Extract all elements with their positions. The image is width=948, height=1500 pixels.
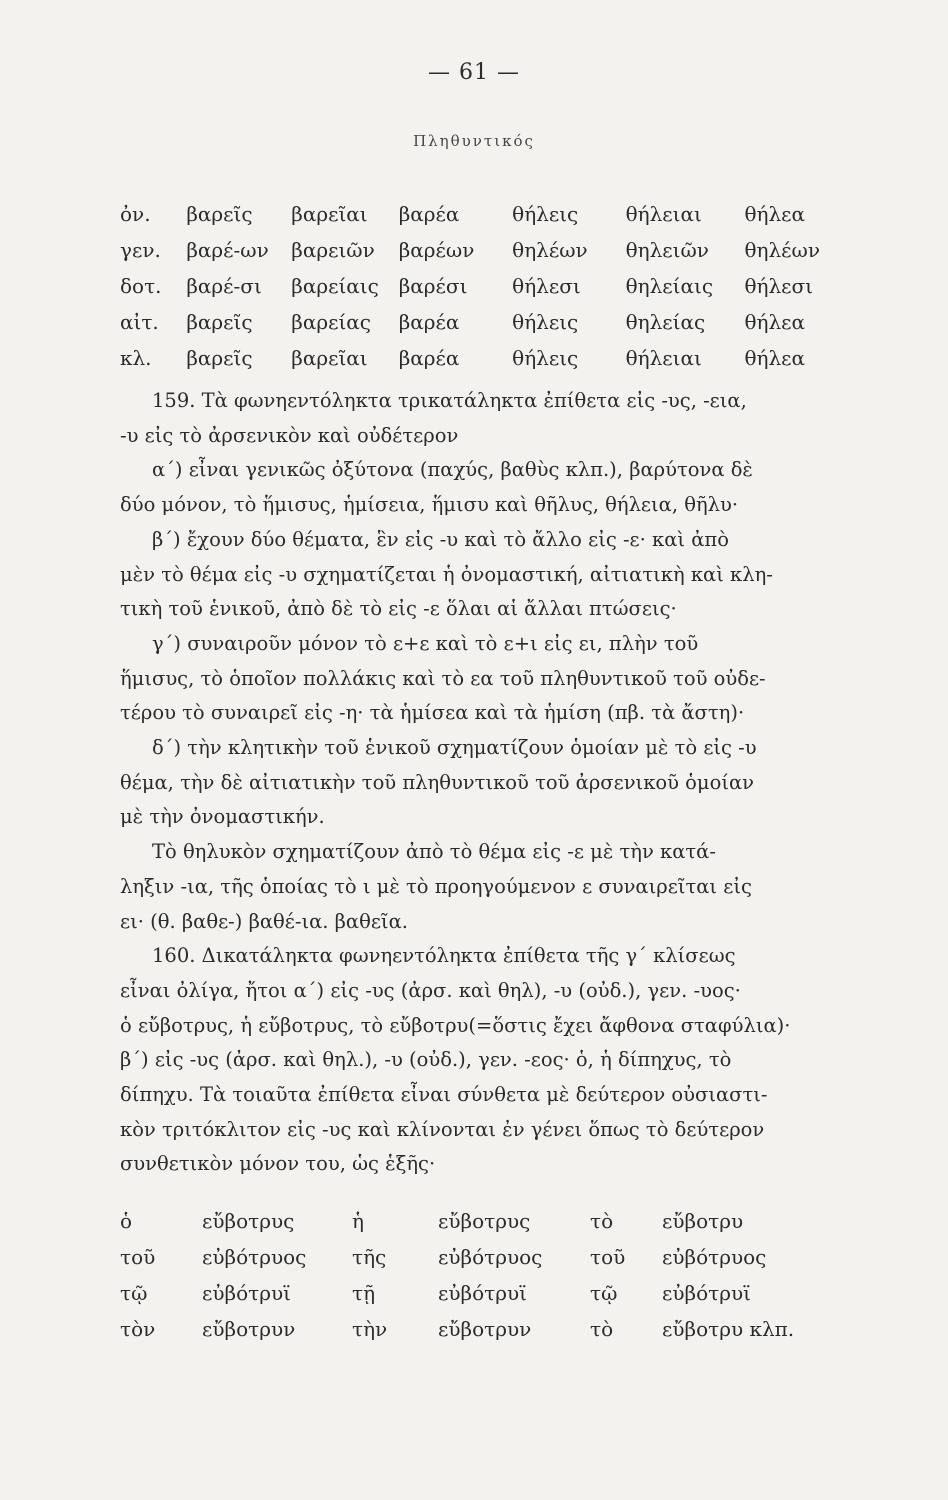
declension-form: βαρέων (398, 238, 475, 262)
case-label: ὀν. (120, 202, 151, 226)
declension-form: θήλεις (512, 310, 579, 334)
article: τοῦ (120, 1245, 156, 1269)
text-line: α΄) εἶναι γενικῶς ὀξύτονα (παχύς, βαθὺς κλπ.), βαρύτονα δὲ (152, 458, 753, 482)
declension-form: εὐβότρυϊ (438, 1281, 527, 1305)
declension-form: βαρεῖαι (291, 346, 368, 370)
declension-form: εὔβοτρυς (202, 1209, 295, 1233)
declension-row (120, 304, 820, 340)
text-line: τέρου τὸ συναιρεῖ εἰς -η· τὰ ἡμίσεα καὶ τὰ ἡμίση (πβ. τὰ ἄστη)· (120, 701, 745, 725)
declension-row (120, 1311, 820, 1347)
text-line: δίπηχυ. Τὰ τοιαῦτα ἐπίθετα εἶναι σύνθετα μὲ δεύτερον οὐσιαστι- (120, 1083, 768, 1107)
declension-form: βαρέα (398, 202, 460, 226)
plural-declension-table (120, 196, 820, 376)
case-label: δοτ. (120, 274, 162, 298)
declension-form: θήλειαι (625, 202, 702, 226)
text-line: 159. Τὰ φωνηεντόληκτα τρικατάληκτα ἐπίθετα εἰς -υς, -εια, (152, 389, 747, 412)
article: τοῦ (590, 1245, 626, 1269)
article: τῷ (590, 1281, 618, 1305)
case-label: αἰτ. (120, 310, 159, 334)
singular-declension-table (120, 1203, 820, 1347)
declension-form: βαρειῶν (291, 238, 375, 262)
declension-form: εὐβότρυϊ (662, 1281, 751, 1305)
declension-form: εὔβοτρυν (202, 1317, 296, 1341)
text-line: Τὸ θηλυκὸν σχηματίζουν ἀπὸ τὸ θέμα εἰς -ε μὲ τὴν κατά- (152, 840, 716, 864)
declension-form: βαρεῖς (186, 202, 253, 226)
case-label: γεν. (120, 238, 161, 262)
text-line: ἥμισυς, τὸ ὁποῖον πολλάκις καὶ τὸ εα τοῦ πληθυντικοῦ τοῦ οὐδε- (120, 666, 766, 690)
section-heading: Πληθυντικός (413, 132, 535, 150)
declension-row (120, 268, 820, 304)
article: τῷ (120, 1281, 148, 1305)
text-line: θέμα, τὴν δὲ αἰτιατικὴν τοῦ πληθυντικοῦ τοῦ ἀρσενικοῦ ὁμοίαν (120, 770, 755, 794)
declension-form: εὔβοτρυ κλπ. (662, 1317, 795, 1341)
declension-form: βαρείας (291, 310, 371, 334)
declension-form: θηλειῶν (625, 238, 709, 262)
declension-form: θήλεα (744, 310, 806, 334)
declension-form: θήλειαι (625, 346, 702, 370)
declension-form: θήλεις (512, 346, 579, 370)
declension-form: θήλεα (744, 202, 806, 226)
declension-form: εὔβοτρυς (438, 1209, 531, 1233)
text-line: 160. Δικατάληκτα φωνηεντόληκτα ἐπίθετα τῆς γ΄ κλίσεως (152, 944, 736, 968)
declension-form: βαρείαις (291, 274, 379, 298)
declension-form: βαρέ-σι (186, 274, 262, 298)
declension-form: εὐβότρυϊ (202, 1281, 291, 1305)
article: τὸ (590, 1209, 614, 1233)
declension-form: βαρεῖαι (291, 202, 368, 226)
text-line: β΄) εἰς -υς (ἀρσ. καὶ θηλ.), -υ (οὐδ.), γεν. -εος· ὁ, ἡ δίπηχυς, τὸ (120, 1048, 732, 1072)
article: τῆς (352, 1245, 387, 1269)
declension-form: θήλεσι (512, 274, 581, 298)
text-line: συνθετικὸν μόνον του, ὡς ἑξῆς· (120, 1152, 436, 1176)
declension-form: βαρέ-ων (186, 238, 269, 262)
declension-form: εὐβότρυος (202, 1245, 307, 1269)
declension-row (120, 196, 820, 232)
declension-form: θήλεα (744, 346, 806, 370)
page-number: — 61 — (428, 60, 520, 85)
case-label: κλ. (120, 346, 152, 370)
declension-row (120, 1239, 820, 1275)
text-line: μὲν τὸ θέμα εἰς -υ σχηματίζεται ἡ ὀνομαστική, αἰτιατικὴ καὶ κλη- (120, 562, 773, 586)
text-line: β΄) ἔχουν δύο θέματα, ἓν εἰς -υ καὶ τὸ ἄλλο εἰς -ε· καὶ ἀπὸ (152, 527, 729, 551)
declension-form: θήλεις (512, 202, 579, 226)
text-line: ει· (θ. βαθε-) βαθέ-ια. βαθεῖα. (120, 909, 408, 933)
body-text (120, 384, 820, 1182)
declension-form: θηλείας (625, 310, 706, 334)
article: τῇ (352, 1281, 376, 1305)
declension-form: εὔβοτρυν (438, 1317, 532, 1341)
article: ἡ (352, 1209, 364, 1233)
text-line: -υ εἰς τὸ ἀρσενικὸν καὶ οὐδέτερον (120, 423, 459, 447)
declension-form: θηλείαις (625, 274, 714, 298)
declension-form: βαρεῖς (186, 310, 253, 334)
declension-form: θηλέων (512, 238, 588, 262)
text-line: δύο μόνον, τὸ ἥμισυς, ἡμίσεια, ἥμισυ καὶ θῆλυς, θήλεια, θῆλυ· (120, 493, 739, 517)
text-line: μὲ τὴν ὀνομαστικήν. (120, 805, 325, 829)
article: τὸ (590, 1317, 614, 1341)
text-line: κὸν τριτόκλιτον εἰς -υς καὶ κλίνονται ἐν γένει ὅπως τὸ δεύτερον (120, 1117, 765, 1141)
declension-form: θήλεσι (744, 274, 814, 298)
text-line: γ΄) συναιροῦν μόνον τὸ ε+ε καὶ τὸ ε+ι εἰς ει, πλὴν τοῦ (152, 631, 699, 655)
declension-row (120, 1275, 820, 1311)
article: ὁ (120, 1209, 133, 1233)
declension-form: εὔβοτρυ (662, 1209, 744, 1233)
text-line: δ΄) τὴν κλητικὴν τοῦ ἑνικοῦ σχηματίζουν ὁμοίαν μὲ τὸ εἰς -υ (152, 736, 757, 760)
text-line: ὁ εὔβοτρυς, ἡ εὔβοτρυς, τὸ εὔβοτρυ(=ὅστις ἔχει ἄφθονα σταφύλια)· (120, 1013, 791, 1037)
declension-form: βαρέα (398, 346, 460, 370)
declension-row (120, 232, 820, 268)
text-line: εἶναι ὀλίγα, ἤτοι α΄) εἰς -υς (ἀρσ. καὶ θηλ), -υ (οὐδ.), γεν. -υος· (120, 978, 741, 1002)
declension-form: βαρέσι (398, 274, 468, 298)
declension-form: εὐβότρυος (438, 1245, 543, 1269)
declension-row (120, 1203, 820, 1239)
declension-form: βαρέα (398, 310, 460, 334)
declension-row (120, 340, 820, 376)
declension-form: θηλέων (744, 238, 820, 262)
text-line: ληξιν -ια, τῆς ὁποίας τὸ ι μὲ τὸ προηγούμενον ε συναιρεῖται εἰς (120, 874, 752, 898)
article: τὴν (352, 1317, 388, 1341)
declension-form: εὐβότρυος (662, 1245, 767, 1269)
article: τὸν (120, 1317, 156, 1341)
declension-form: βαρεῖς (186, 346, 253, 370)
text-line: τικὴ τοῦ ἑνικοῦ, ἀπὸ δὲ τὸ εἰς -ε ὅλαι αἱ ἄλλαι πτώσεις· (120, 597, 677, 621)
